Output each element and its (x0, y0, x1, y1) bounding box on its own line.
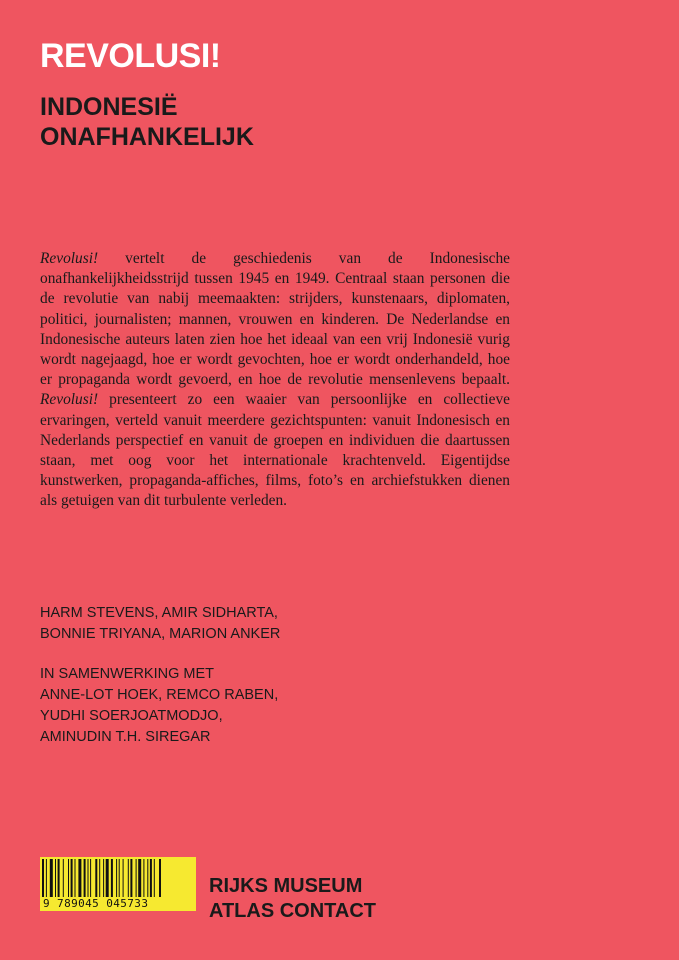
barcode-bar (128, 859, 129, 897)
blurb-text-part1: vertelt de geschiedenis van de Indonesische onafhankelijkheidsstrijd tussen 1945 en 1949. Centraal staan personen die de revolutie van nabij meemaakten: strijders, kunstenaars, diplomaten, politici, journalisten; mannen, vrouwen en kinderen. De Nederlandse en Indonesische auteurs laten zien hoe het ideaal van een vrij Indonesië vurig wordt nagejaagd, hoe er wordt gevochten, hoe er wordt onderhandeld, hoe er propaganda wordt gevoerd, en hoe de revolutie mensenlevens bepaalt. (40, 250, 510, 389)
barcode-bar (95, 859, 97, 897)
barcode-bar (119, 859, 120, 897)
collaborator-line: YUDHI SOERJOATMODJO, (40, 708, 223, 724)
publisher-logos (209, 874, 376, 924)
barcode-bar (46, 859, 47, 897)
barcode-bar (136, 859, 137, 897)
publisher-rijksmuseum: RIJKS MUSEUM (209, 875, 363, 897)
barcode-bars (40, 857, 196, 899)
barcode-bar (147, 859, 148, 897)
back-cover-blurb (40, 249, 510, 512)
blurb-italic-title: Revolusi! (40, 391, 99, 409)
barcode-bar (106, 859, 109, 897)
barcode-bar (130, 859, 132, 897)
author-line: HARM STEVENS, AMIR SIDHARTA, (40, 605, 278, 621)
collaborator-line: AMINUDIN T.H. SIREGAR (40, 729, 211, 745)
barcode-bar (68, 859, 69, 897)
barcode-bar (103, 859, 104, 897)
barcode-bar (123, 859, 124, 897)
publisher-atlas-contact: ATLAS CONTACT (209, 900, 377, 922)
subtitle-line: INDONESIË (40, 93, 178, 121)
barcode-bar (50, 859, 53, 897)
barcode-bar (143, 859, 144, 897)
barcode-bar (58, 859, 60, 897)
barcode-bar (55, 859, 56, 897)
isbn-barcode (40, 857, 196, 911)
barcode-bar (116, 859, 117, 897)
book-title: REVOLUSI! (40, 37, 221, 75)
collaborator-list (40, 664, 278, 748)
barcode-bar (154, 859, 155, 897)
barcode-bar (138, 859, 141, 897)
barcode-bar (63, 859, 64, 897)
collaborator-line: ANNE-LOT HOEK, REMCO RABEN, (40, 687, 279, 703)
barcode-bar (42, 859, 44, 897)
blurb-italic-title: Revolusi! (40, 250, 99, 267)
isbn-number: 9 789045 045733 (43, 897, 149, 910)
barcode-bar (78, 859, 81, 897)
book-subtitle (40, 92, 254, 152)
barcode-bar (88, 859, 89, 897)
subtitle-line: ONAFHANKELIJK (40, 123, 254, 151)
barcode-bar (84, 859, 86, 897)
author-list (40, 603, 280, 645)
barcode-bar (150, 859, 152, 897)
barcode-bar (90, 859, 91, 897)
barcode-bar (75, 859, 76, 897)
barcode-bar (71, 859, 73, 897)
blurb-text-part2: presenteert zo een waaier van persoonlijke en collectieve ervaringen, verteld vanuit meerdere gezichtspunten: vanuit Indonesisch en Nederlands perspectief en vanuit de groepen en individuen die daartussen staan, met oog voor het internationale krachtenveld. Eigentijdse kunstwerken, propaganda-affiches, films, foto’s en archiefstukken dienen als getuigen van dit turbulente verleden. (40, 391, 510, 510)
barcode-bar (111, 859, 113, 897)
collaborator-heading: IN SAMENWERKING MET (40, 666, 215, 682)
barcode-bar (99, 859, 100, 897)
author-line: BONNIE TRIYANA, MARION ANKER (40, 626, 281, 642)
barcode-bar (159, 859, 161, 897)
